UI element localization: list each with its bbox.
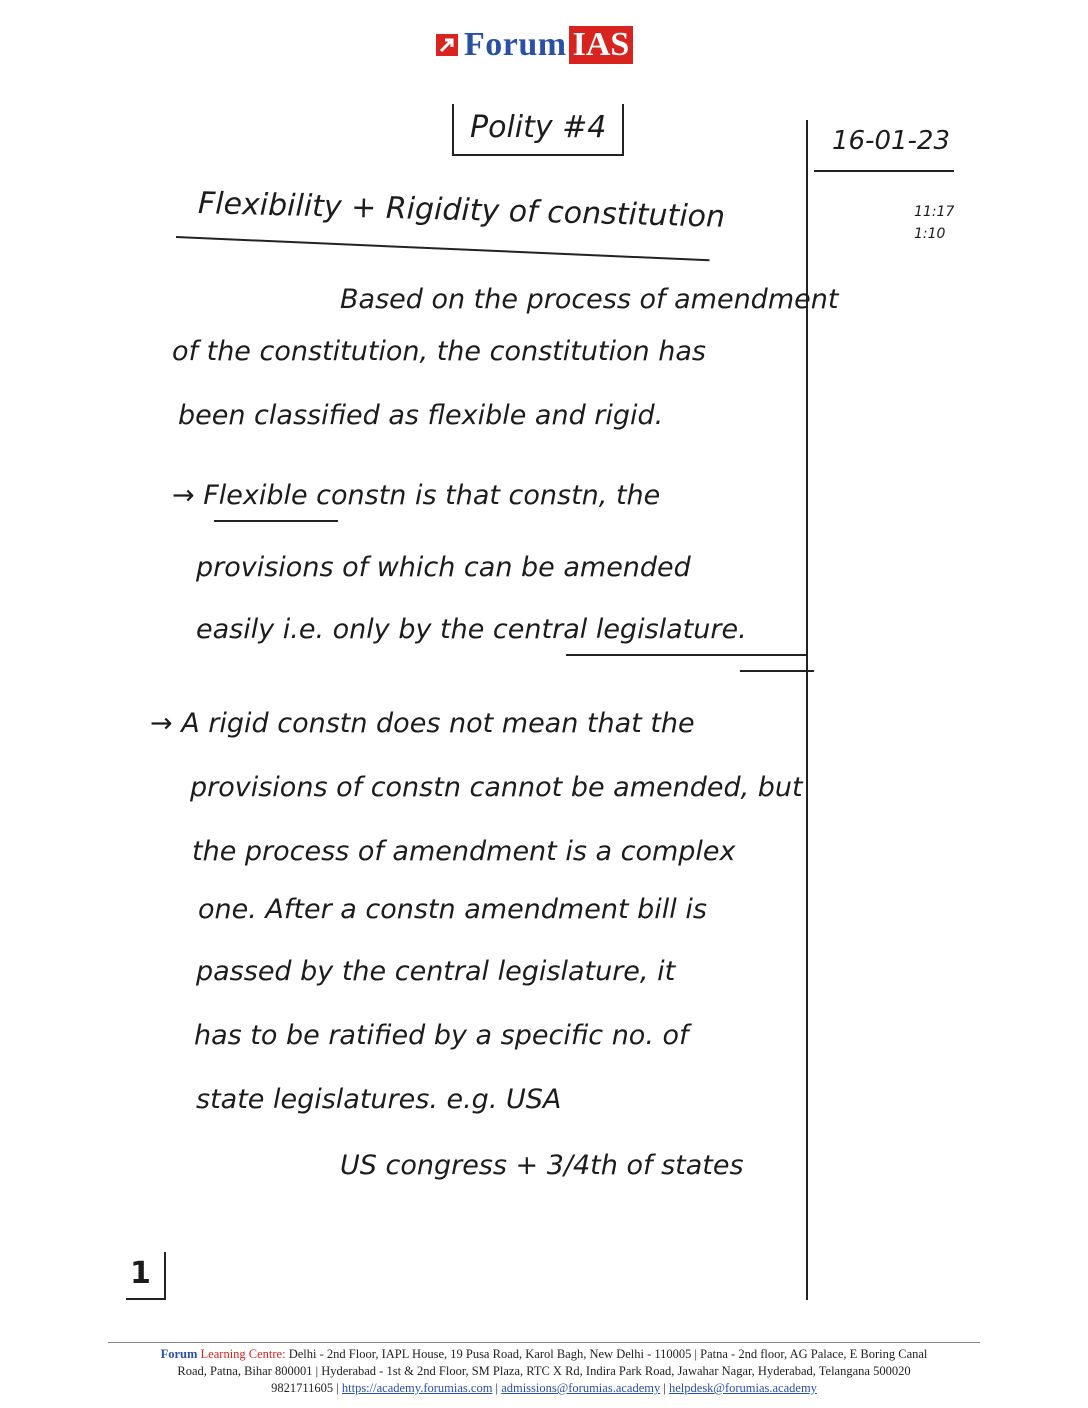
note-time-start: 11:17 <box>914 204 955 220</box>
para3-line-6: has to be ratified by a specific no. of <box>194 1020 689 1051</box>
footer-helpdesk-email[interactable]: helpdesk@forumias.academy <box>669 1381 817 1395</box>
logo-arrow-icon <box>436 34 458 56</box>
para2-line-3: easily i.e. only by the central legislature. <box>196 614 747 645</box>
footer-brand: Forum <box>160 1347 198 1361</box>
para3-line-4: one. After a constn amendment bill is <box>198 894 707 925</box>
para3-line-7: state legislatures. e.g. USA <box>196 1084 562 1115</box>
para3-line-3: the process of amendment is a complex <box>192 836 736 867</box>
flexible-underline <box>214 520 338 522</box>
footer <box>108 1346 980 1397</box>
footer-line-3: 9821711605 | https://academy.forumias.com | admissions@forumias.academy | helpdesk@forumias.academy <box>271 1381 817 1395</box>
para3-line-8: US congress + 3/4th of states <box>340 1150 744 1181</box>
para2-line-2: provisions of which can be amended <box>196 552 691 583</box>
page-title: Polity #4 <box>470 110 607 145</box>
note-time-end: 1:10 <box>914 226 946 242</box>
footer-divider <box>108 1342 980 1343</box>
page-number: 1 <box>130 1256 151 1291</box>
footer-address-1: Delhi - 2nd Floor, IAPL House, 19 Pusa Road, Karol Bagh, New Delhi - 110005 | Patna - 2nd floor, AG Palace, E Boring Canal <box>288 1347 928 1361</box>
footer-admissions-email[interactable]: admissions@forumias.academy <box>501 1381 661 1395</box>
heading-underline <box>176 236 710 261</box>
para3-line-1: → A rigid constn does not mean that the <box>150 708 695 739</box>
forumias-logo <box>436 26 633 64</box>
para3-line-2: provisions of constn cannot be amended, but <box>190 772 803 803</box>
footer-address-2: Road, Patna, Bihar 800001 | Hyderabad - 1st & 2nd Floor, SM Plaza, RTC X Rd, Indira Park Road, Jawahar Nagar, Hyderabad, Telangana 500020 <box>177 1364 911 1378</box>
para1-line-2: of the constitution, the constitution has <box>172 336 706 367</box>
footer-line-1 <box>108 1346 980 1363</box>
para1-line-3: been classified as flexible and rigid. <box>178 400 664 431</box>
section-divider-line <box>740 670 814 672</box>
para3-line-5: passed by the central legislature, it <box>196 956 676 987</box>
footer-phone: 9821711605 | <box>271 1381 339 1395</box>
footer-academy-link[interactable]: https://academy.forumias.com <box>341 1381 493 1395</box>
logo-ias-text: IAS <box>569 26 634 64</box>
logo-forum-text: Forum <box>464 26 567 63</box>
note-date: 16-01-23 <box>832 126 951 156</box>
notes-heading: Flexibility + Rigidity of constitution <box>197 186 726 235</box>
para2-line-1: → Flexible constn is that constn, the <box>172 480 661 511</box>
central-legislature-underline <box>566 654 806 656</box>
para1-line-1: Based on the process of amendment <box>340 284 839 315</box>
date-divider-line <box>814 170 954 172</box>
footer-brand-suffix: Learning Centre: <box>200 1347 286 1361</box>
